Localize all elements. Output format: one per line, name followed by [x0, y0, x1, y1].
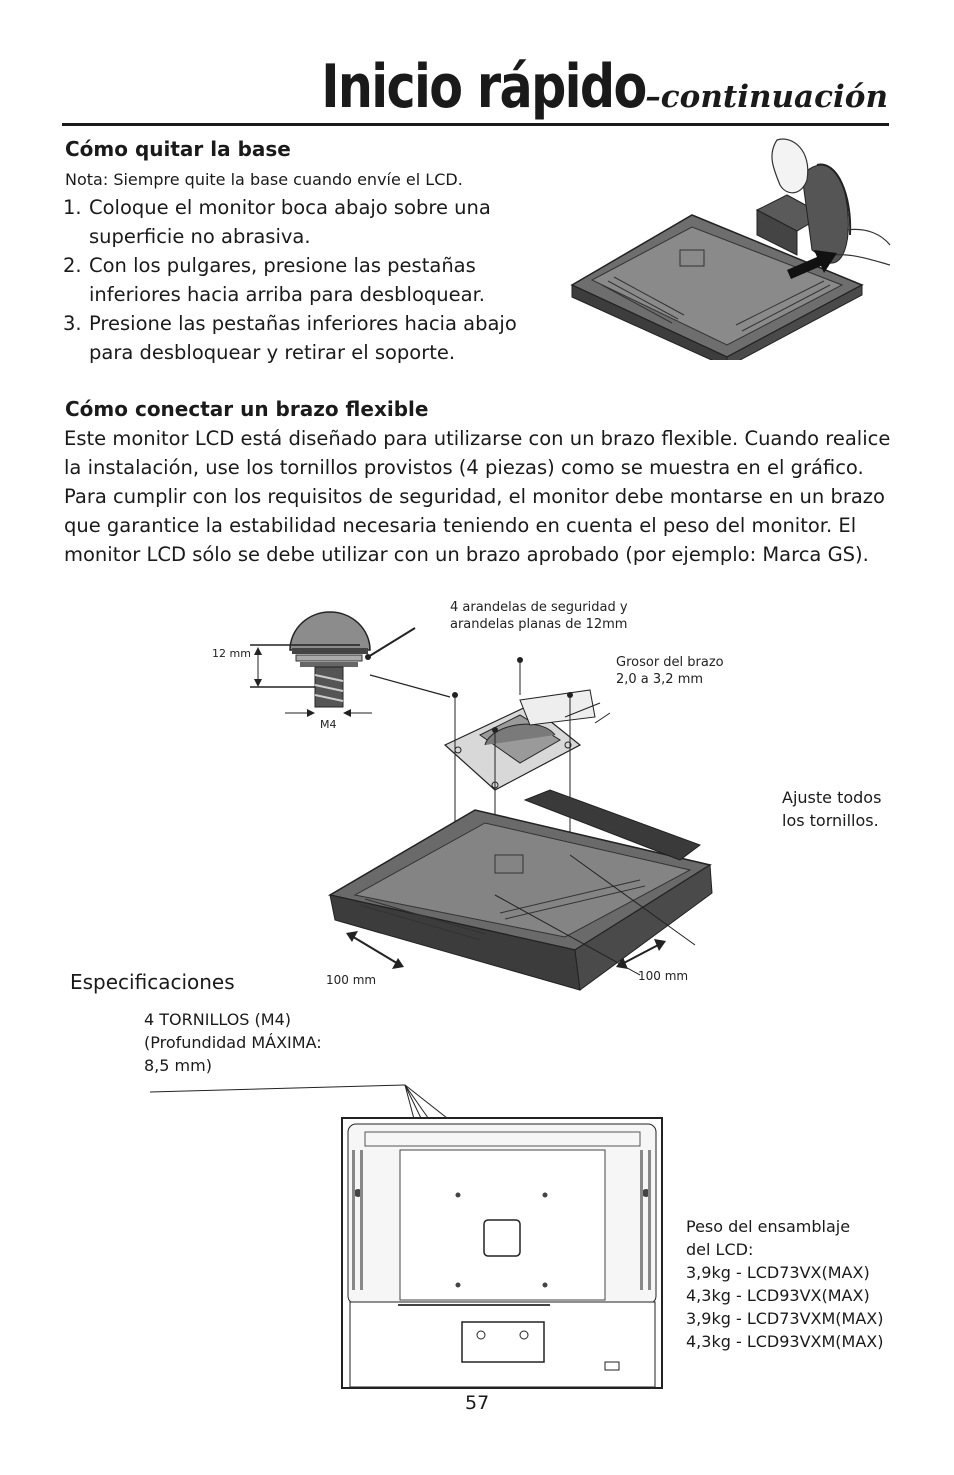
washers-label-2: arandelas planas de 12mm	[450, 617, 628, 632]
monitor-rear-view	[150, 1080, 670, 1392]
weight-spec: Peso del ensamblaje del LCD: 3,9kg - LCD73VX(MAX) 4,3kg - LCD93VX(MAX) 3,9kg - LCD73VXM(MAX) 4,3kg - LCD93VXM(MAX)	[686, 1217, 884, 1351]
screws-spec: 4 TORNILLOS (M4) (Profundidad MÁXIMA: 8,5 mm)	[144, 1010, 322, 1075]
title-main: Inicio rápido	[320, 52, 646, 122]
thickness-label-2: 2,0 a 3,2 mm	[616, 672, 704, 687]
tighten-label: Ajuste todos los tornillos.	[782, 788, 882, 830]
dim-100-left: 100 mm	[326, 973, 377, 987]
arm-bracket	[445, 690, 610, 790]
remove-base-illustration	[562, 135, 892, 360]
title-subtitle: –continuación	[645, 79, 888, 115]
dim-12mm-label: 12 mm	[212, 647, 251, 660]
step-3: 3. Presione las pestañas inferiores hacia abajo para desbloquear y retirar el soporte.	[63, 312, 517, 364]
remove-base-note: Nota: Siempre quite la base cuando envíe el LCD.	[65, 170, 463, 189]
specs-heading: Especificaciones	[70, 970, 235, 994]
dim-100-right: 100 mm	[638, 969, 689, 983]
thread-label: M4	[320, 718, 337, 731]
screw-detail	[250, 612, 450, 717]
flex-arm-paragraph: Este monitor LCD está diseñado para utilizarse con un brazo flexible. Cuando realice la instalación, use los tornillos provistos (4 piezas) como se muestra en el gráfico. Para cumplir con los requisitos de seguridad, el monitor debe montarse en un brazo que garantice la estabilidad necesaria teniendo en cuenta el peso del monitor. El monitor LCD sólo se debe utilizar con un brazo aprobado (por ejemplo: Marca GS).	[64, 427, 891, 566]
washers-label-1: 4 arandelas de seguridad y	[450, 600, 628, 615]
mounting-diagram	[200, 595, 800, 1015]
step-1: 1. Coloque el monitor boca abajo sobre una superficie no abrasiva.	[63, 196, 491, 248]
thickness-label-1: Grosor del brazo	[616, 655, 724, 670]
step-2: 2. Con los pulgares, presione las pestañas inferiores hacia arriba para desbloquear.	[63, 254, 485, 306]
page-title	[0, 52, 888, 122]
remove-base-heading: Cómo quitar la base	[65, 137, 291, 161]
title-rule	[62, 123, 889, 126]
page-number: 57	[465, 1392, 490, 1414]
monitor-back-iso	[330, 790, 712, 990]
flex-arm-heading: Cómo conectar un brazo flexible	[65, 397, 429, 421]
